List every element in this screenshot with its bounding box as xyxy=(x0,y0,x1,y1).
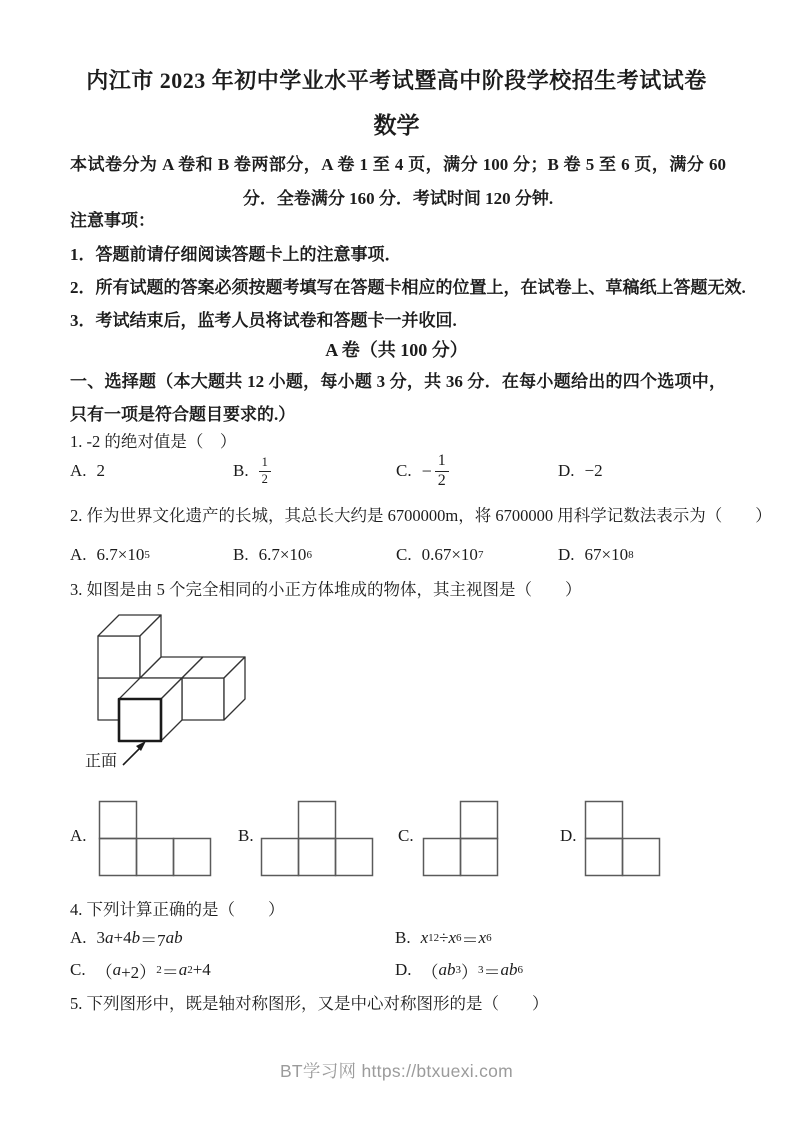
exam-intro: 本试卷分为 A 卷和 B 卷两部分，A 卷 1 至 4 页，满分 100 分；B 卷 5 至 6 页，满分 60 分．全卷满分 160 分．考试时间 120 分钟. xyxy=(70,155,726,208)
option-value: （ a +2） 2 ＝ a 2 +4 xyxy=(96,958,211,983)
option-value xyxy=(259,456,271,485)
section-a-title: A 卷（共 100 分） xyxy=(325,340,468,360)
option-value: 0.67×10 7 xyxy=(421,545,484,564)
option-c xyxy=(70,956,211,984)
bottom-square xyxy=(461,839,498,876)
view-option-figure-b xyxy=(260,800,374,877)
option-d xyxy=(558,532,634,578)
fraction xyxy=(435,453,449,490)
formula-segment: 67×10 xyxy=(584,545,629,564)
option-value: 6.7×10 5 xyxy=(96,545,150,564)
formula-segment: 0.67×10 xyxy=(421,545,478,564)
formula-segment: ＝7 xyxy=(140,930,166,950)
formula-segment: x xyxy=(420,928,429,947)
formula-segment: 6.7×10 xyxy=(258,545,307,564)
top-square xyxy=(461,802,498,839)
view-option-figure-c xyxy=(422,800,499,877)
top-square xyxy=(299,802,336,839)
option-value: 6.7×10 6 xyxy=(258,545,312,564)
formula-segment: 3 xyxy=(96,928,106,947)
top-square xyxy=(100,802,137,839)
question-2-stem: 2. 作为世界文化遗产的长城，其总长大约是 6700000m，将 6700000 用科学记数法表示为（ ） xyxy=(70,506,772,525)
denominator: 2 xyxy=(437,471,446,489)
option-d xyxy=(395,956,523,984)
option-c xyxy=(396,448,449,494)
question-1-options xyxy=(70,448,750,494)
cube-stack-figure xyxy=(83,608,258,778)
cube-front-front-face xyxy=(119,699,161,741)
option-label: A. xyxy=(70,545,87,564)
option-d xyxy=(558,448,603,494)
question-3-stem: 3. 如图是由 5 个完全相同的小正方体堆成的物体，其主视图是（ ） xyxy=(70,580,582,599)
option-b xyxy=(233,448,271,494)
option-label: C. xyxy=(70,960,86,979)
formula-segment: 2 xyxy=(96,461,106,480)
option-value: （ ab 3 ） 3 ＝ ab 6 xyxy=(422,958,524,983)
cube-top-front-face xyxy=(98,636,140,678)
formula-segment: （ xyxy=(95,962,113,982)
formula-segment: ÷ xyxy=(439,928,449,947)
formula-segment: ab xyxy=(500,960,518,979)
formula-segment: ab xyxy=(165,928,183,947)
formula-segment: +2） xyxy=(121,962,157,982)
formula-segment: ＝ xyxy=(161,962,179,982)
formula-segment: +4 xyxy=(192,960,211,979)
option-value xyxy=(97,461,106,481)
view-option-label-c: C. xyxy=(398,826,414,845)
question-4-options-row-2 xyxy=(70,956,750,984)
question-2-options xyxy=(70,532,750,578)
option-label: D. xyxy=(558,461,575,480)
view-option-label-b: B. xyxy=(238,826,254,845)
numerator: 1 xyxy=(435,453,449,472)
option-label: A. xyxy=(70,928,87,947)
bottom-square xyxy=(137,839,174,876)
option-value xyxy=(585,461,603,481)
option-label: C. xyxy=(396,545,412,564)
option-c xyxy=(396,532,483,578)
option-b xyxy=(395,924,492,952)
view-option-label-d: D. xyxy=(560,826,577,845)
bottom-square xyxy=(100,839,137,876)
option-value xyxy=(97,926,183,951)
option-label: B. xyxy=(395,928,411,947)
front-view-label: 正面 xyxy=(85,753,118,770)
subject-title: 数学 xyxy=(373,113,420,138)
question-3-view-options xyxy=(70,794,750,884)
formula-segment: ） xyxy=(461,962,479,982)
bottom-square xyxy=(586,839,623,876)
option-a xyxy=(70,924,183,952)
view-option-label-a: A. xyxy=(70,826,87,845)
option-value xyxy=(422,453,449,490)
fraction xyxy=(259,456,271,485)
formula-segment: ＝ xyxy=(483,962,501,982)
bottom-square xyxy=(623,839,660,876)
option-label: A. xyxy=(70,461,87,480)
part1-instructions: 一、选择题（本大题共 12 小题，每小题 3 分，共 36 分．在每小题给出的四个选项中，只有一项是符合题目要求的.） xyxy=(70,372,726,424)
note-item-1: 1．答题前请仔细阅读答题卡上的注意事项． xyxy=(70,245,402,264)
option-label: D. xyxy=(558,545,575,564)
bottom-square xyxy=(174,839,211,876)
note-item-2: 2．所有试题的答案必须按题考填写在答题卡相应的位置上，在试卷上、草稿纸上答题无效. xyxy=(70,278,746,297)
formula-segment: ab xyxy=(438,960,456,979)
formula-segment: a xyxy=(178,960,188,979)
numerator: 1 xyxy=(259,456,271,471)
formula-segment: x xyxy=(478,928,487,947)
option-a xyxy=(70,448,105,494)
option-value: 67×10 8 xyxy=(584,545,634,564)
note-item-3: 3．考试结束后，监考人员将试卷和答题卡一并收回. xyxy=(70,311,457,330)
formula-segment: x xyxy=(448,928,457,947)
formula-segment: +4 xyxy=(113,928,132,947)
question-5-stem: 5. 下列图形中，既是轴对称图形，又是中心对称图形的是（ ） xyxy=(70,994,549,1013)
formula-segment: （ xyxy=(421,962,439,982)
page-title: 内江市 2023 年初中学业水平考试暨高中阶段学校招生考试试卷 xyxy=(86,68,707,93)
view-option-figure-a xyxy=(98,800,212,877)
question-4-stem: 4. 下列计算正确的是（ ） xyxy=(70,900,285,919)
option-label: B. xyxy=(233,461,249,480)
view-option-figure-d xyxy=(584,800,661,877)
notes-title: 注意事项： xyxy=(70,211,155,230)
formula-segment: −2 xyxy=(584,461,603,480)
formula-segment: 6.7×10 xyxy=(96,545,145,564)
bottom-square xyxy=(262,839,299,876)
formula-segment: ＝ xyxy=(461,930,479,950)
question-4-options-row-1 xyxy=(70,924,750,952)
option-label: B. xyxy=(233,545,249,564)
bottom-square xyxy=(299,839,336,876)
watermark: BT学习网 https://btxuexi.com xyxy=(279,1061,514,1081)
formula-segment: a xyxy=(105,928,114,947)
formula-segment: b xyxy=(131,928,141,947)
top-square xyxy=(586,802,623,839)
question-1-stem: 1. -2 的绝对值是（ ） xyxy=(70,432,237,451)
option-label: C. xyxy=(396,461,412,480)
bottom-square xyxy=(424,839,461,876)
cube-back-right-front-face xyxy=(182,678,224,720)
option-label: D. xyxy=(395,960,412,979)
bottom-square xyxy=(336,839,373,876)
denominator: 2 xyxy=(261,471,268,486)
minus-sign: − xyxy=(421,460,432,481)
formula-segment: a xyxy=(112,960,122,979)
option-b xyxy=(233,532,312,578)
option-a xyxy=(70,532,150,578)
option-value: x 12 ÷ x 6 ＝ x 6 xyxy=(421,926,492,951)
